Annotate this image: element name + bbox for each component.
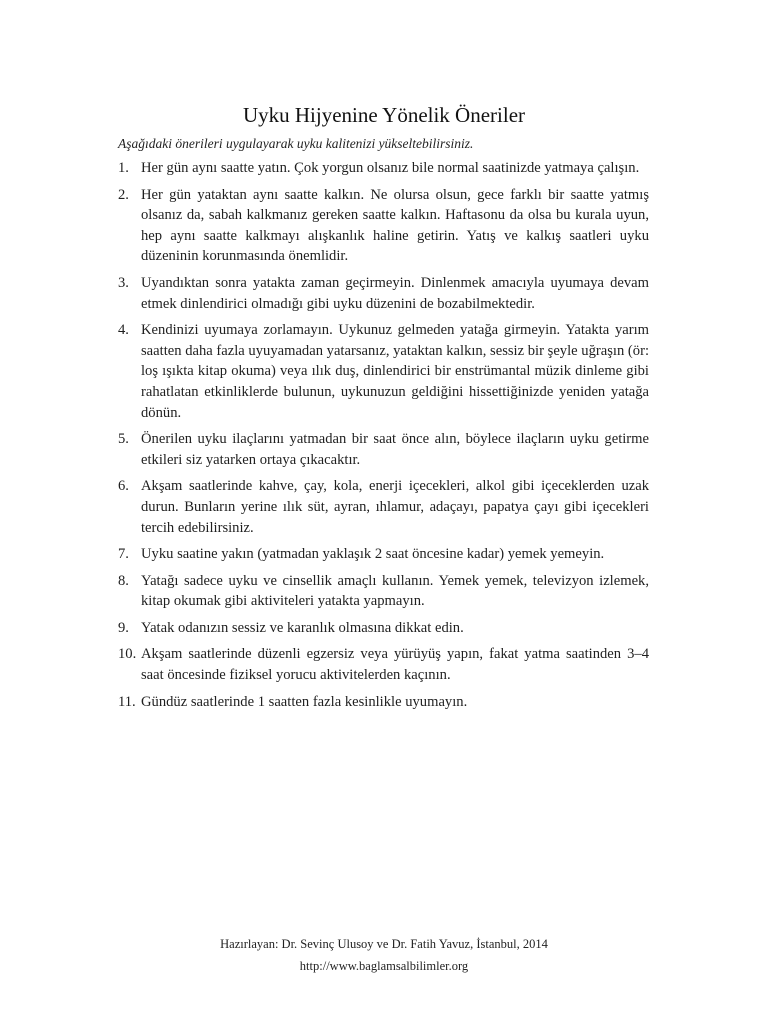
list-item — [118, 429, 649, 470]
list-item — [118, 476, 649, 538]
item-number: 1. — [118, 160, 129, 176]
item-text: Akşam saatlerinde düzenli egzersiz veya yürüyüş yapın, fakat yatma saatinden 3–4 saat öncesinde fiziksel yorucu aktivitelerden kaçının. — [141, 646, 649, 684]
item-number: 7. — [118, 546, 129, 563]
item-text: Uyku saatine yakın (yatmadan yaklaşık 2 saat öncesine kadar) yemek yemeyin. — [141, 546, 605, 563]
item-text: Yatağı sadece uyku ve cinsellik amaçlı kullanın. Yemek yemek, televizyon izlemek, kitap okumak gibi aktiviteleri yatakta yapmayın. — [141, 572, 649, 610]
item-number: 8. — [118, 572, 129, 589]
intro-text: Aşağıdaki önerileri uygulayarak uyku kalitenizi yükseltebilirsiniz. — [118, 136, 474, 151]
item-text: Yatak odanızın sessiz ve karanlık olmasına dikkat edin. — [141, 619, 464, 636]
item-number: 11. — [118, 693, 136, 710]
item-text: Önerilen uyku ilaçlarını yatmadan bir saat önce alın, böylece ilaçların uyku getirme etkileri siz yatarken ortaya çıkacaktır. — [141, 431, 649, 468]
list-item — [118, 618, 649, 639]
item-number: 5. — [118, 431, 129, 448]
item-number: 3. — [118, 274, 129, 291]
list-item — [118, 185, 649, 267]
item-text: Uyandıktan sonra yatakta zaman geçirmeyin. Dinlenmek amacıyla uyumaya devam etmek dinlendirici olmadığı gibi uyku düzenini de bozabilmektedir. — [141, 274, 649, 312]
item-text: Her gün yataktan aynı saatte kalkın. Ne olursa olsun, gece farklı bir saatte yatmış olsanız da, sabah kalkmanız gereken saatte kalkın. Haftasonu da olsa bu kurala uyun, hep aynı saatte kalkmayı alışkanlık haline getirin. Yatış ve kalkış saatleri uyku düzeninin korunmasında önemlidir. — [141, 186, 649, 265]
document-title: Uyku Hijyenine Yönelik Öneriler — [242, 103, 526, 127]
item-text: Her gün aynı saatte yatın. Çok yorgun olsanız bile normal saatinizde yatmaya çalışın. — [141, 160, 640, 176]
item-number: 9. — [118, 619, 129, 636]
list-item — [118, 320, 649, 423]
item-number: 4. — [118, 322, 129, 339]
footer-credits: Hazırlayan: Dr. Sevinç Ulusoy ve Dr. Fatih Yavuz, İstanbul, 2014 — [220, 937, 548, 951]
list-item — [118, 571, 649, 612]
item-text: Kendinizi uyumaya zorlamayın. Uykunuz gelmeden yatağa girmeyin. Yatakta yarım saatten daha fazla uyuyamadan yatarsanız, yataktan kalkın, sessiz bir şeyle uğraşın (ör: loş ışıkta kitap okuma) veya ılık duş, dinlendirici bir enstrümantal müzik dinleme gibi rahatlatan etkinliklerde bulunun, uykunuzun geldiğini hissettiğinizde yeniden yatağa dönün. — [141, 322, 649, 421]
footer-url[interactable]: http://www.baglamsalbilimler.org — [299, 959, 469, 973]
recommendation-list — [118, 158, 649, 718]
item-number: 2. — [118, 186, 129, 203]
item-number: 6. — [118, 478, 129, 495]
item-text: Gündüz saatlerinde 1 saatten fazla kesinlikle uyumayın. — [141, 693, 468, 710]
list-item — [118, 158, 649, 179]
list-item — [118, 692, 649, 713]
item-number: 10. — [118, 646, 137, 663]
item-text: Akşam saatlerinde kahve, çay, kola, enerji içecekleri, alkol gibi içeceklerden uzak durun. Bunların yerine ılık süt, ayran, ıhlamur, adaçayı, papatya çayı gibi içecekleri tercih edebilirsiniz. — [141, 478, 649, 536]
list-item — [118, 644, 649, 685]
list-item — [118, 544, 649, 565]
list-item — [118, 273, 649, 314]
